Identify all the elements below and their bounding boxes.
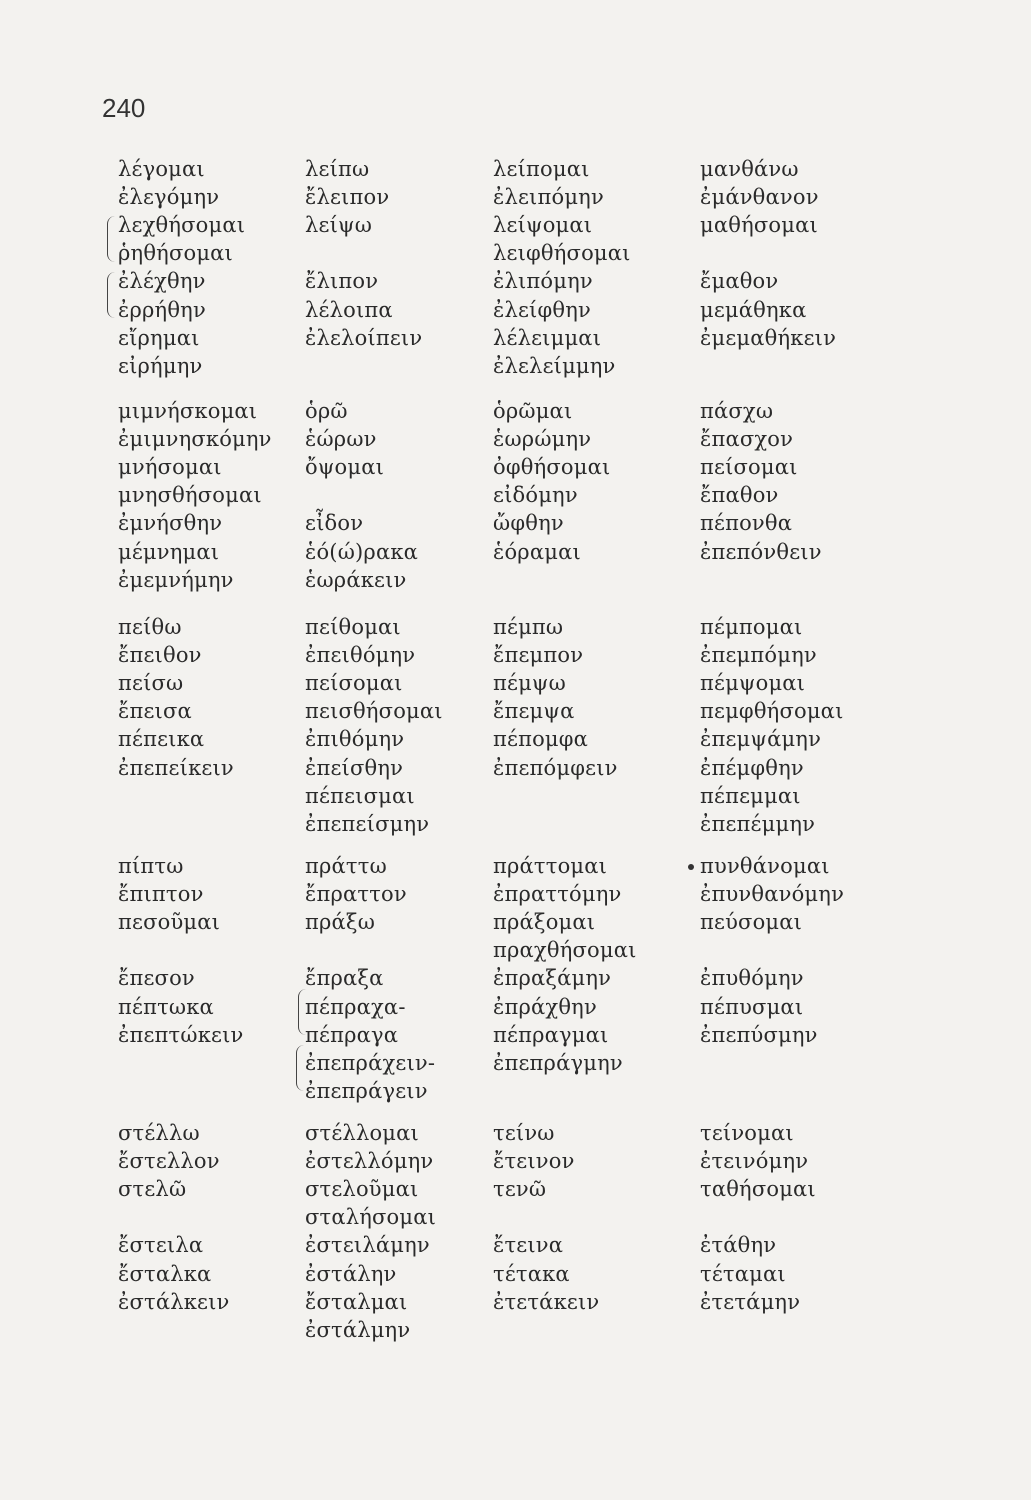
verb-form: πράττομαι (493, 854, 608, 878)
verb-form: ἔτεινα (493, 1233, 564, 1258)
verb-form: τέταμαι (700, 1261, 786, 1286)
page-number: 240 (102, 93, 146, 123)
verb-form: λείψομαι (493, 213, 593, 238)
verb-form: μέμνημαι (118, 539, 220, 564)
brace-perfect-active (298, 989, 306, 1035)
verb-form: ἐπυνθανόμην (700, 882, 845, 907)
verb-form: ἔπεμψα (493, 699, 575, 724)
verb-form: ἑωράκειν (305, 567, 407, 592)
verb-form: εἰδόμην (493, 483, 578, 508)
verb-form: ὄψομαι (305, 455, 385, 480)
verb-form: πεσοῦμαι (118, 910, 221, 935)
verb-form: ἐλεγόμην (118, 185, 220, 210)
verb-form: ἐπεμψάμην (700, 727, 822, 752)
verb-form: πεμφθήσομαι (700, 699, 844, 724)
verb-form: πέμψω (493, 671, 566, 696)
verb-form: πράξομαι (493, 910, 596, 935)
verb-form: ἐστειλάμην (305, 1233, 430, 1258)
verb-form: ἐλειπόμην (493, 185, 604, 210)
verb-form: ἐτετάμην (700, 1289, 801, 1314)
verb-form: λεχθήσομαι (118, 213, 246, 238)
verb-form: λείπω (305, 157, 370, 181)
verb-form: ἐπέμφθην (700, 755, 804, 780)
verb-form: στελῶ (118, 1177, 187, 1202)
verb-form: μανθάνω (700, 157, 799, 181)
verb-form: ἔτεινον (493, 1149, 575, 1174)
verb-form: ἐπυθόμην (700, 966, 804, 991)
verb-form: πείσομαι (700, 455, 798, 480)
verb-form: λείπομαι (493, 157, 590, 181)
verb-form: ἐλελοίπειν (305, 325, 423, 350)
verb-form: ἐπεπύσμην (700, 1022, 818, 1047)
verb-form: ἔλειπον (305, 185, 390, 210)
verb-form: πέπομφα (493, 727, 589, 752)
verb-form: ἑό(ώ)ρακα (305, 539, 419, 564)
verb-form: ἐπεπείκειν (118, 755, 234, 780)
verb-form: ἐπραττόμην (493, 882, 622, 907)
verb-form: λείψω (305, 213, 373, 238)
verb-form: σταλήσομαι (305, 1205, 437, 1230)
verb-form: πράξω (305, 910, 376, 935)
verb-form: ἐμεμαθήκειν (700, 325, 837, 350)
verb-form: ἑώρων (305, 427, 377, 452)
verb-form: πέπεισμαι (305, 783, 415, 808)
verb-form: στέλλομαι (305, 1121, 419, 1145)
verb-form: πείσομαι (305, 671, 403, 696)
verb-form: λέλοιπα (305, 297, 393, 322)
verb-form: πέπραγα (305, 1022, 399, 1047)
verb-form: πέμπομαι (700, 615, 803, 639)
verb-form: ἐπεπόνθειν (700, 539, 822, 564)
verb-form: πέπυσμαι (700, 994, 804, 1019)
verb-form: πέπραχα- (305, 994, 406, 1019)
verb-form: ἐλέχθην (118, 269, 206, 294)
verb-form: εἴρημαι (118, 325, 200, 350)
brace-aorist-passive (107, 272, 115, 318)
verb-form: μεμάθηκα (700, 297, 807, 322)
verb-form: πάσχω (700, 399, 774, 423)
verb-form: ἐπεπείσμην (305, 811, 430, 836)
verb-form: ἐτετάκειν (493, 1289, 600, 1314)
verb-form: ἔπειθον (118, 643, 202, 668)
verb-form: ἐπεπράχειν- (305, 1050, 436, 1075)
verb-form: τενῶ (493, 1177, 547, 1202)
verb-form: λειφθήσομαι (493, 241, 631, 266)
verb-form: ἐπράχθην (493, 994, 597, 1019)
verb-form: ἔπραξα (305, 966, 384, 991)
verb-form: τείνομαι (700, 1121, 794, 1145)
verb-form: ἐτεινόμην (700, 1149, 809, 1174)
verb-form: ἔπραττον (305, 882, 407, 907)
verb-form: ἐπεπτώκειν (118, 1022, 244, 1047)
verb-form: ἐστελλόμην (305, 1149, 434, 1174)
verb-form: πράττω (305, 854, 387, 878)
verb-form: ἐστάλην (305, 1261, 397, 1286)
verb-form: ἑόραμαι (493, 539, 581, 564)
verb-form: πείθω (118, 615, 182, 639)
verb-form: πέπραγμαι (493, 1022, 609, 1047)
verb-form: πέπτωκα (118, 994, 214, 1019)
verb-form: ἔπεσον (118, 966, 195, 991)
verb-form: ἔμαθον (700, 269, 779, 294)
verb-form: ἐλελείμμην (493, 353, 616, 378)
verb-form: ἐπείσθην (305, 755, 404, 780)
verb-form: ἐλείφθην (493, 297, 591, 322)
verb-form: πέπεμμαι (700, 783, 801, 808)
verb-form: εἶδον (305, 511, 364, 536)
verb-form: στέλλω (118, 1121, 200, 1145)
verb-form: ἔπαθον (700, 483, 779, 508)
verb-form: πεισθήσομαι (305, 699, 443, 724)
verb-form: ἐπεπράγμην (493, 1050, 623, 1075)
verb-form: στελοῦμαι (305, 1177, 419, 1202)
verb-form: πυνθάνομαι (700, 854, 830, 878)
verb-form: ἐπιθόμην (305, 727, 405, 752)
verb-form: ἐμιμνησκόμην (118, 427, 272, 452)
verb-form: ἔπιπτον (118, 882, 204, 907)
brace-pluperfect-active (296, 1045, 304, 1091)
verb-form: μαθήσομαι (700, 213, 818, 238)
verb-form: πίπτω (118, 854, 184, 878)
verb-form: ἐπεπόμφειν (493, 755, 618, 780)
verb-form: ἐλιπόμην (493, 269, 593, 294)
bullet-marker (688, 864, 694, 870)
verb-form: λέλειμμαι (493, 325, 602, 350)
brace-future-passive (107, 216, 115, 262)
verb-form: τείνω (493, 1121, 555, 1145)
verb-form: πείθομαι (305, 615, 401, 639)
verb-form: μιμνήσκομαι (118, 399, 258, 423)
verb-form: ὤφθην (493, 511, 564, 536)
verb-form: ἔπεμπον (493, 643, 584, 668)
verb-form: ἔλιπον (305, 269, 379, 294)
verb-form: πέπονθα (700, 511, 793, 536)
verb-form: ἐτάθην (700, 1233, 777, 1258)
verb-form: εἰρήμην (118, 353, 203, 378)
verb-form: ἐπεπράγειν (305, 1078, 428, 1103)
verb-form: πέμπω (493, 615, 564, 639)
verb-form: ὁρῶ (305, 399, 348, 423)
verb-form: ἔσταλκα (118, 1261, 212, 1286)
verb-form: ἐμνήσθην (118, 511, 223, 536)
verb-form: ἑωρώμην (493, 427, 592, 452)
verb-form: πραχθήσομαι (493, 938, 637, 963)
verb-form: πέμψομαι (700, 671, 806, 696)
verb-form: ἔστελλον (118, 1149, 220, 1174)
verb-form: λέγομαι (118, 157, 205, 181)
verb-form: ῥηθήσομαι (118, 241, 233, 266)
verb-form: ἐρρήθην (118, 297, 206, 322)
verb-form: ἐπειθόμην (305, 643, 416, 668)
verb-form: ὀφθήσομαι (493, 455, 611, 480)
verb-form: ταθήσομαι (700, 1177, 816, 1202)
verb-form: τέτακα (493, 1261, 570, 1286)
verb-form: μνησθήσομαι (118, 483, 262, 508)
verb-form: ἐπεπέμμην (700, 811, 816, 836)
verb-form: ἔπασχον (700, 427, 794, 452)
verb-form: ἔπεισα (118, 699, 192, 724)
verb-form: ἔσταλμαι (305, 1289, 408, 1314)
verb-form: ἐμεμνήμην (118, 567, 234, 592)
verb-form: ὁρῶμαι (493, 399, 573, 423)
verb-form: πέπεικα (118, 727, 205, 752)
verb-form: ἔστειλα (118, 1233, 204, 1258)
verb-form: πείσω (118, 671, 184, 696)
verb-form: πεύσομαι (700, 910, 803, 935)
verb-form: μνήσομαι (118, 455, 222, 480)
verb-form: ἐμάνθανον (700, 185, 819, 210)
verb-form: ἐπραξάμην (493, 966, 612, 991)
verb-form: ἐπεμπόμην (700, 643, 817, 668)
verb-form: ἐστάλμην (305, 1317, 411, 1342)
verb-form: ἐστάλκειν (118, 1289, 230, 1314)
